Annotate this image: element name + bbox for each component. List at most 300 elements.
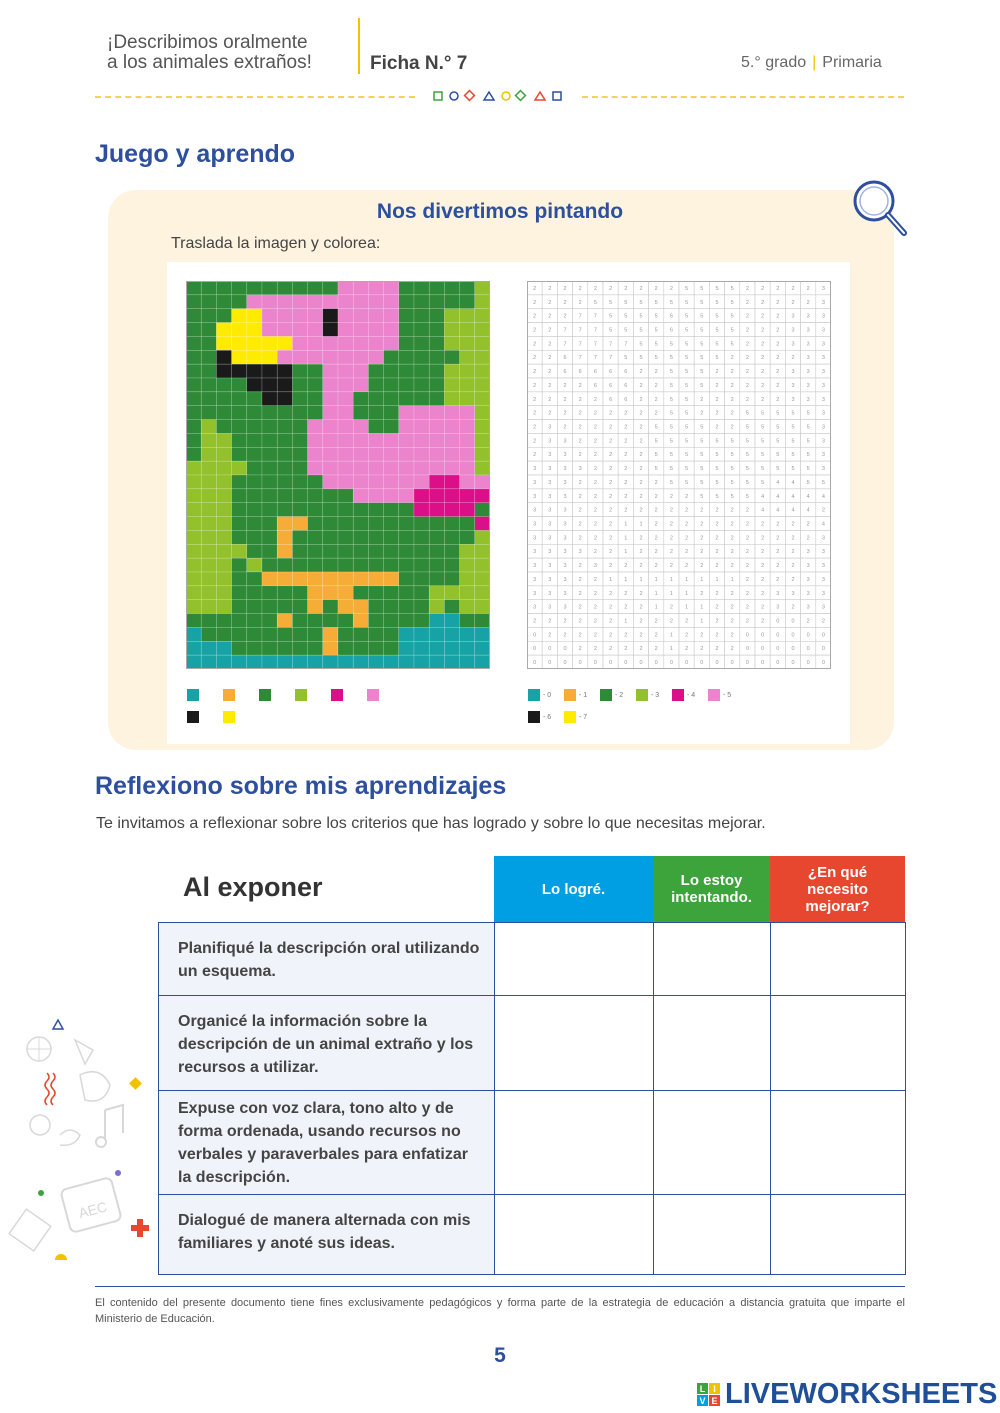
cell-number: 5 [715,285,719,292]
pixel-cell [292,475,307,489]
pixel-cell [186,323,201,337]
cell-number: 2 [730,646,734,653]
pixel-cell [353,530,368,544]
pixel-cell [216,420,231,434]
cell-number: 5 [761,479,765,486]
cell-number: 2 [654,396,658,403]
cell-number: 5 [715,355,719,362]
pixel-cell [460,558,475,572]
doodles-icon [5,1015,155,1275]
pixel-cell [460,641,475,655]
cell-number: 2 [745,535,749,542]
cell-number: 5 [700,466,704,473]
cell-number: 2 [776,521,780,528]
cell-number: 5 [806,410,810,417]
cell-number: 2 [730,618,734,625]
page-number: 5 [494,1344,506,1367]
pixel-cell [262,572,277,586]
cell-improve[interactable] [771,1195,906,1274]
pixel-cell [323,392,338,406]
pixel-cell [186,420,201,434]
cell-number: 2 [669,604,673,611]
pixel-cell [414,544,429,558]
cell-number: 1 [624,576,628,583]
legend-item [564,711,600,723]
cell-trying[interactable] [654,1195,771,1274]
color-swatch [600,689,612,701]
cell-number: 6 [563,369,567,376]
coloring-grid-svg[interactable] [527,281,831,669]
pixel-cell [216,475,231,489]
pixel-cell [186,503,201,517]
pixel-cell [262,544,277,558]
pixel-cell [262,281,277,295]
pixel-cell [292,406,307,420]
numbered-coloring-grid[interactable] [527,281,831,669]
cell-trying[interactable] [654,1091,771,1194]
pixel-cell [338,433,353,447]
pixel-cell [444,392,459,406]
cell-number: 2 [669,507,673,514]
pixel-cell [232,295,247,309]
pixel-cell [232,600,247,614]
cell-number: 0 [609,660,613,667]
cell-number: 1 [624,521,628,528]
pixel-cell [232,586,247,600]
pixel-cell [247,544,262,558]
pixel-cell [429,530,444,544]
pixel-cell [232,544,247,558]
pixel-cell [277,461,292,475]
pixel-cell [353,392,368,406]
pixel-cell [232,614,247,628]
pixel-cell [201,530,216,544]
cell-number: 5 [700,285,704,292]
table-row [158,996,906,1091]
pixel-cell [277,447,292,461]
pixel-cell [384,309,399,323]
pixel-cell [475,336,490,350]
pixel-cell [460,461,475,475]
pixel-cell [353,517,368,531]
cell-number: 3 [563,479,567,486]
pixel-cell [216,503,231,517]
cell-number: 1 [669,646,673,653]
pixel-cell [308,447,323,461]
cell-number: 2 [593,396,597,403]
cell-number: 3 [533,604,537,611]
cell-number: 3 [548,438,552,445]
cell-number: 2 [806,535,810,542]
legend-number: - 5 [723,691,732,699]
cell-number: 2 [745,369,749,376]
cell-number: 0 [806,646,810,653]
pixel-cell [429,420,444,434]
pixel-cell [292,295,307,309]
pixel-cell [399,350,414,364]
cell-number: 5 [624,299,628,306]
pixel-cell [429,392,444,406]
cell-number: 2 [533,410,537,417]
pixel-cell [323,323,338,337]
cell-number: 2 [578,493,582,500]
pixel-cell [444,420,459,434]
pixel-cell [247,406,262,420]
cell-number: 3 [776,604,780,611]
cell-number: 5 [700,313,704,320]
pixel-cell [201,475,216,489]
pixel-cell [338,336,353,350]
reference-image-grid [186,281,490,669]
legend-item [528,711,564,723]
pixel-cell [292,655,307,669]
cell-number: 2 [609,563,613,570]
pixel-cell [338,544,353,558]
cell-trying[interactable] [654,996,771,1090]
cell-number: 2 [609,466,613,473]
cell-number: 6 [624,396,628,403]
pixel-cell [338,530,353,544]
pixel-cell [460,406,475,420]
cell-number: 3 [806,313,810,320]
pixel-cell [384,489,399,503]
cell-number: 2 [578,299,582,306]
cell-number: 2 [761,285,765,292]
pixel-cell [247,600,262,614]
legend-item [223,689,259,701]
pixel-cell [475,586,490,600]
cell-number: 2 [715,590,719,597]
cell-number: 5 [700,327,704,334]
cell-number: 2 [548,396,552,403]
cell-number: 3 [548,576,552,583]
cell-number: 2 [745,327,749,334]
pixel-cell [232,447,247,461]
pixel-cell [338,641,353,655]
cell-number: 7 [563,327,567,334]
legend-item [187,711,223,723]
pixel-cell [399,281,414,295]
pixel-cell [201,392,216,406]
pixel-cell [414,378,429,392]
cell-number: 5 [700,424,704,431]
cell-number: 3 [806,341,810,348]
cell-number: 3 [533,466,537,473]
pixel-cell [353,627,368,641]
cell-number: 2 [715,507,719,514]
pixel-cell [277,627,292,641]
pixel-cell [368,641,383,655]
pixel-cell [444,350,459,364]
cell-number: 5 [700,341,704,348]
pixel-cell [277,336,292,350]
pixel-cell [399,295,414,309]
pixel-cell [429,627,444,641]
pixel-cell [460,572,475,586]
pixel-cell [444,530,459,544]
cell-number: 2 [654,493,658,500]
cell-number: 2 [578,424,582,431]
pixel-cell [353,586,368,600]
pixel-cell [323,614,338,628]
cell-number: 2 [791,549,795,556]
cell-number: 5 [685,341,689,348]
cell-number: 6 [593,382,597,389]
pixel-cell [247,420,262,434]
pixel-cell [292,503,307,517]
flamingo-pixel-image [186,281,490,669]
cell-number: 2 [639,632,643,639]
cell-number: 3 [821,424,825,431]
pixel-cell [384,461,399,475]
grade-level: 5.° grado | Primaria [741,54,882,71]
cell-number: 2 [806,618,810,625]
cell-number: 2 [548,355,552,362]
cell-number: 0 [654,660,658,667]
cell-number: 2 [761,299,765,306]
pixel-cell [186,517,201,531]
cell-number: 5 [654,424,658,431]
pixel-cell [308,530,323,544]
pixel-cell [277,600,292,614]
color-swatch [672,689,684,701]
cell-number: 2 [730,369,734,376]
cell-improve[interactable] [771,1091,906,1194]
cell-number: 5 [730,313,734,320]
pixel-cell [460,503,475,517]
pixel-cell [292,558,307,572]
cell-number: 3 [806,355,810,362]
pixel-cell [308,544,323,558]
cell-number: 5 [761,410,765,417]
pixel-cell [368,655,383,669]
cell-number: 5 [745,452,749,459]
pixel-cell [444,447,459,461]
pixel-cell [323,475,338,489]
pixel-cell [475,392,490,406]
cell-number: 2 [609,410,613,417]
cell-number: 5 [669,466,673,473]
table-row [158,922,906,996]
cell-number: 2 [715,618,719,625]
cell-number: 3 [806,604,810,611]
pixel-cell [338,503,353,517]
cell-number: 5 [700,355,704,362]
cell-number: 3 [791,341,795,348]
cell-number: 0 [761,660,765,667]
pixel-cell [216,336,231,350]
pixel-cell [414,336,429,350]
pixel-cell [475,655,490,669]
cell-number: 7 [624,341,628,348]
cell-number: 5 [821,479,825,486]
cell-number: 5 [761,452,765,459]
cell-number: 2 [669,535,673,542]
level-label: Primaria [822,54,882,71]
cell-number: 2 [593,549,597,556]
pixel-cell [384,336,399,350]
cell-number: 5 [715,341,719,348]
pixel-cell [232,433,247,447]
pixel-cell [368,489,383,503]
pixel-cell [201,378,216,392]
cell-number: 7 [578,355,582,362]
cell-number: 2 [776,355,780,362]
cell-number: 2 [745,382,749,389]
cell-number: 2 [593,285,597,292]
pixel-cell [444,378,459,392]
pixel-cell [232,489,247,503]
pixel-cell [475,350,490,364]
cell-number: 5 [730,285,734,292]
pixel-cell [368,475,383,489]
cell-number: 2 [578,576,582,583]
cell-achieved[interactable] [495,923,654,995]
pixel-cell [186,461,201,475]
pixel-cell [323,627,338,641]
cell-number: 2 [715,369,719,376]
pixel-cell [475,323,490,337]
cell-number: 2 [624,466,628,473]
cell-number: 2 [730,632,734,639]
cell-number: 2 [715,563,719,570]
cell-number: 2 [563,313,567,320]
pixel-cell [384,364,399,378]
cell-number: 2 [685,535,689,542]
pixel-cell [475,627,490,641]
cell-number: 2 [563,299,567,306]
cell-achieved[interactable] [495,1195,654,1274]
cell-number: 5 [745,424,749,431]
pixel-cell [216,614,231,628]
pixel-cell [216,641,231,655]
cell-number: 3 [821,285,825,292]
cell-number: 3 [578,549,582,556]
pixel-cell [262,323,277,337]
cell-number: 2 [533,327,537,334]
pixel-cell [232,558,247,572]
cell-number: 3 [533,493,537,500]
cell-number: 5 [639,313,643,320]
cell-number: 2 [578,521,582,528]
cell-improve[interactable] [771,996,906,1090]
cell-number: 2 [761,396,765,403]
pixel-cell [338,627,353,641]
cell-number: 2 [578,590,582,597]
cell-number: 2 [624,479,628,486]
pixel-cell [323,350,338,364]
cell-achieved[interactable] [495,996,654,1090]
cell-achieved[interactable] [495,1091,654,1194]
cell-number: 5 [669,452,673,459]
pixel-cell [323,461,338,475]
cell-number: 3 [548,466,552,473]
pixel-cell [399,586,414,600]
cell-number: 5 [776,452,780,459]
pixel-cell [338,461,353,475]
pixel-cell [232,392,247,406]
cell-number: 0 [821,646,825,653]
cell-trying[interactable] [654,923,771,995]
cell-number: 0 [730,660,734,667]
pixel-cell [277,475,292,489]
cell-number: 2 [685,493,689,500]
cell-number: 0 [791,632,795,639]
pixel-cell [460,544,475,558]
cell-number: 2 [761,313,765,320]
pixel-cell [368,323,383,337]
cell-number: 2 [639,438,643,445]
logo-letter-i: I [713,1383,716,1394]
pixel-cell [414,503,429,517]
pixel-cell [414,447,429,461]
cell-number: 2 [639,563,643,570]
cell-number: 5 [685,285,689,292]
cell-number: 2 [791,285,795,292]
pixel-cell [384,558,399,572]
cell-number: 2 [715,535,719,542]
pixel-cell [292,378,307,392]
pixel-cell [216,406,231,420]
cell-number: 2 [715,410,719,417]
cell-number: 5 [715,452,719,459]
cell-number: 0 [791,660,795,667]
pixel-cell [429,323,444,337]
cell-number: 2 [609,632,613,639]
cell-number: 7 [609,341,613,348]
cell-number: 5 [654,466,658,473]
pixel-cell [216,655,231,669]
cell-improve[interactable] [771,923,906,995]
cell-number: 2 [700,590,704,597]
pixel-cell [186,475,201,489]
pixel-cell [460,586,475,600]
cell-number: 2 [791,299,795,306]
cell-number: 2 [821,618,825,625]
cell-number: 1 [700,576,704,583]
pixel-cell [308,627,323,641]
pixel-cell [399,530,414,544]
legend-item [331,689,367,701]
cell-number: 5 [669,396,673,403]
cell-number: 4 [791,507,795,514]
pixel-cell [444,475,459,489]
pixel-cell [384,544,399,558]
pixel-cell [247,378,262,392]
liveworksheets-brand [697,1378,997,1411]
cell-number: 5 [685,299,689,306]
cell-number: 0 [745,646,749,653]
pixel-cell [384,295,399,309]
pixel-cell [216,309,231,323]
pixel-cell [292,364,307,378]
pixel-cell [429,475,444,489]
pixel-cell [308,336,323,350]
pixel-cell [277,406,292,420]
cell-number: 2 [654,549,658,556]
cell-number: 3 [548,493,552,500]
pixel-cell [338,586,353,600]
legend-number: - 0 [543,691,552,699]
pixel-cell [429,295,444,309]
cell-number: 2 [593,438,597,445]
column-header-trying: Lo estoy intentando. [653,856,770,922]
cell-number: 2 [593,410,597,417]
cell-number: 5 [624,313,628,320]
cell-number: 2 [700,646,704,653]
cell-number: 0 [548,660,552,667]
legend-item [295,689,331,701]
